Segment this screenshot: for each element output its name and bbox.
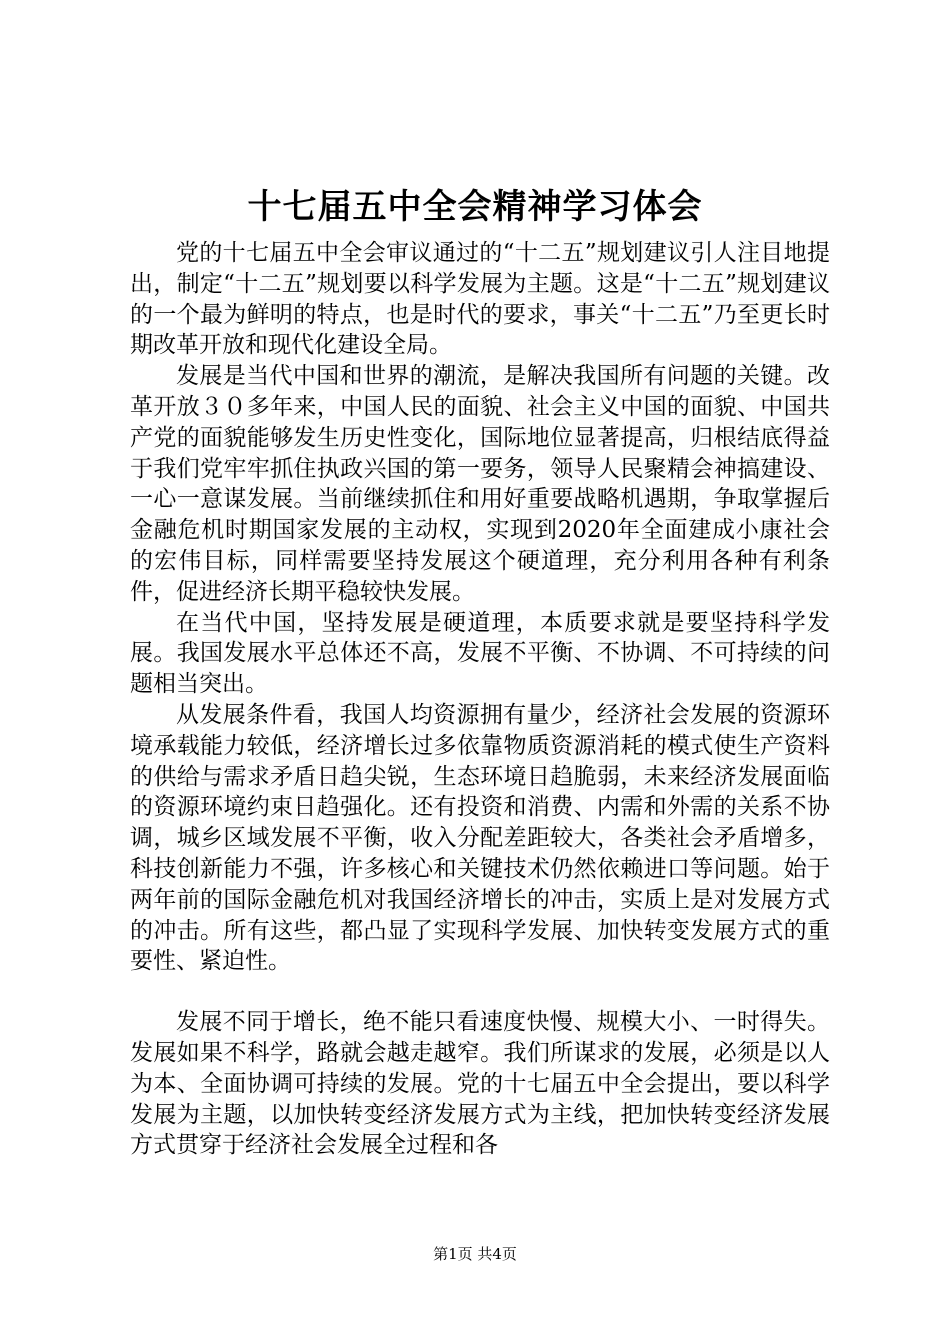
paragraph-1: 党的十七届五中全会审议通过的“十二五”规划建议引人注目地提出，制定“十二五”规划要以科学发展为主题。这是“十二五”规划建议的一个最为鲜明的特点，也是时代的要求，事关“十二五”乃至更长时期改革开放和现代化建设全局。 (130, 240, 830, 359)
paragraph-2: 发展是当代中国和世界的潮流，是解决我国所有问题的关键。改革开放３０多年来，中国人民的面貌、社会主义中国的面貌、中国共产党的面貌能够发生历史性变化，国际地位显著提高，归根结底得益于我们党牢牢抓住执政兴国的第一要务，领导人民聚精会神搞建设、一心一意谋发展。当前继续抓住和用好重要战略机遇期，争取掌握后金融危机时期国家发展的主动权，实现到2020年全面建成小康社会的宏伟目标，同样需要坚持发展这个硬道理，充分利用各种有利条件，促进经济长期平稳较快发展。 (130, 363, 830, 605)
paragraph-5: 发展不同于增长，绝不能只看速度快慢、规模大小、一时得失。发展如果不科学，路就会越走越窄。我们所谋求的发展，必须是以人为本、全面协调可持续的发展。党的十七届五中全会提出，要以科学发展为主题，以加快转变经济发展方式为主线，把加快转变经济发展方式贯穿于经济社会发展全过程和各 (130, 1009, 830, 1159)
document-title: 十七届五中全会精神学习体会 (247, 187, 703, 227)
paragraph-3: 在当代中国，坚持发展是硬道理，本质要求就是要坚持科学发展。我国发展水平总体还不高，发展不平衡、不协调、不可持续的问题相当突出。 (130, 609, 830, 698)
paragraph-4: 从发展条件看，我国人均资源拥有量少，经济社会发展的资源环境承载能力较低，经济增长过多依靠物质资源消耗的模式使生产资料的供给与需求矛盾日趋尖锐，生态环境日趋脆弱，未来经济发展面临的资源环境约束日趋强化。还有投资和消费、内需和外需的关系不协调，城乡区域发展不平衡，收入分配差距较大，各类社会矛盾增多，科技创新能力不强，许多核心和关键技术仍然依赖进口等问题。始于两年前的国际金融危机对我国经济增长的冲击，实质上是对发展方式的冲击。所有这些，都凸显了实现科学发展、加快转变发展方式的重要性、紧迫性。 (130, 701, 830, 975)
page-footer: 第1页 共4页 (433, 1245, 517, 1263)
document-body (130, 238, 830, 1161)
